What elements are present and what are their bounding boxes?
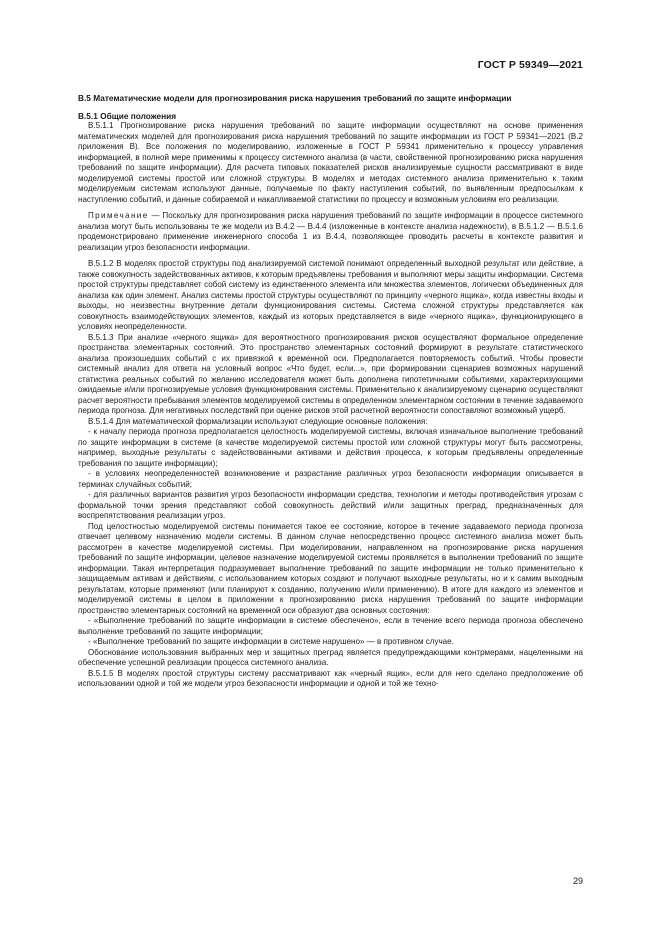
paragraph-b511: В.5.1.1 Прогнозирование риска нарушения требований по защите информации осуществляют на основе применения математических моделей для прогнозирования риска нарушения требований по защите информации из ГОСТ Р 59341—2021 (В.2 приложения В). Все положения по моделированию, изложенные в ГОСТ Р 59341 применительно к процессу управления информацией, в полной мере применимы к процессу системного анализа (в части, свойственной прогнозированию риска нарушения требований по защите информации). Для расчета типовых показателей рисков анализируемые сущности рассматривают в виде моделируемой системы простой или сложной структуры. В моделях и методах системного анализа применительно к таким моделируемым системам используют данные, получаемые по факту наступления событий, по выявленным предпосылкам к наступлению событий, и данные собираемой и накапливаемой статистики по процессу и возможным условиям его реализации. (78, 121, 583, 204)
list-item: - в условиях неопределенностей возникновение и разрастание различных угроз безопасности информации описывается в терминах случайных событий; (78, 469, 583, 489)
paragraph-b512: В.5.1.2 В моделях простой структуры под анализируемой системой понимают определенный выходной результат или действие, а также совокупность задействованных активов, к которым предъявлены требования и выполняют меры защиты информации. Система простой структуры представляет собой систему из единственного элемента или множества элементов, логически объединенных для анализа как один элемент. Анализ системы простой структуры осуществляют по принципу «черного ящика», когда известны входы и выходы, но неизвестны внутренние детали функционирования системы. Система сложной структуры представляется как совокупность взаимодействующих элементов, каждый из которых представляется в виде «черного ящика», функционирующего в условиях неопределенности. (78, 259, 583, 331)
subsection-title: В.5.1 Общие положения (78, 110, 177, 121)
note-label: Примечание (88, 211, 149, 220)
paragraph-b514: В.5.1.4 Для математической формализации используют следующие основные положения: (88, 416, 428, 426)
paragraph-b515: В.5.1.5 В моделях простой структуры систему рассматривают как «черный ящик», если для него сделано предположение об использовании одной и той же модели угроз безопасности информации и одной и той же техно- (78, 668, 583, 688)
note-text: — Поскольку для прогнозирования риска нарушения требований по защите информации в процессе системного анализа могут быть использованы те же модели из В.4.2 — В.4.4 (изложенные в контексте анализа надежности), в В.5.1.2 — В.5.1.6 продемонстрировано применение инженерного способа 1 из В.4.4, позволяющее проводить расчеты в контексте развития и реализации угроз безопасности информации. (78, 211, 583, 252)
section-title: В.5 Математические модели для прогнозирования риска нарушения требований по защите информации (78, 93, 512, 103)
paragraph-integrity: Под целостностью моделируемой системы понимается такое ее состояние, которое в течение задаваемого периода прогноза отвечает целевому назначению модели системы. В данном случае непосредственно процесс системного анализа может быть рассмотрен в качестве моделируемой системы. При моделировании, направленном на прогнозирование риска нарушения требований по защите информации, целевое назначение моделируемой системы проявляется в выполнении требований по защите информации. Такая интерпретация подразумевает выполнение требований по защите информации не только применительно к защищаемым активам и действиям, с использованием которых создают и получают выходные результаты, но и к самим выходным результатам, которые применяют (или планируют к созданию, получению и/или применению). В итоге для каждого из элементов и моделируемой системы в целом в приложении к прогнозированию риска нарушения требований по защите информации пространство элементарных состояний на временной оси образуют два основных состояния: (78, 521, 583, 615)
list-item: - «Выполнение требований по защите информации в системе обеспечено», если в течение всего периода прогноза обеспечено выполнение требований по защите информации; (78, 616, 583, 636)
paragraph-countermeasures: Обоснование использования выбранных мер и защитных преград является предупреждающими контрмерами, нацеленными на обеспечение успешной реализации процесса системного анализа. (78, 647, 583, 667)
note-paragraph (78, 211, 583, 253)
list-item: - к началу периода прогноза предполагается целостность моделируемой системы, включая изначальное выполнение требований по защите информации в системе (в качестве моделируемой системы простой или сложной структуры могут быть рассмотрены, например, выходные результаты с задействованными активами и действия процесса, к которым предъявлены определенные требования по защите информации); (78, 427, 583, 468)
paragraph-b513: В.5.1.3 При анализе «черного ящика» для вероятностного прогнозирования рисков осуществляют формальное определение пространства элементарных состояний. Это пространство элементарных состояний формируют в результате статистического анализа произошедших событий с их привязкой к временной оси. Предполагается повторяемость событий. Чтобы провести системный анализ для ответа на условный вопрос «Что будет, если...», при формировании сценариев возможных нарушений статистика реальных событий по желанию исследователя может быть дополнена гипотетичными событиями, характеризующими ожидаемые и/или прогнозируемые условия функционирования системы. Применительно к анализируемому сценарию осуществляют расчет вероятности пребывания элементов моделируемой системы в определенном элементарном состоянии в течение задаваемого периода прогноза. Для негативных последствий при оценке рисков этой расчетной вероятности сопоставляют возможный ущерб. (78, 332, 583, 415)
document-id: ГОСТ Р 59349—2021 (477, 59, 583, 71)
page-number: 29 (572, 876, 583, 886)
list-item: - для различных вариантов развития угроз безопасности информации средства, технологии и методы противодействия угрозам с формальной точки зрения представляют собой совокупность действий и/или защитных преград, предназначенных для воспрепятствования реализации угроз. (78, 490, 583, 520)
page-content (78, 93, 583, 690)
list-item: - «Выполнение требований по защите информации в системе нарушено» — в противном случае. (88, 637, 454, 646)
